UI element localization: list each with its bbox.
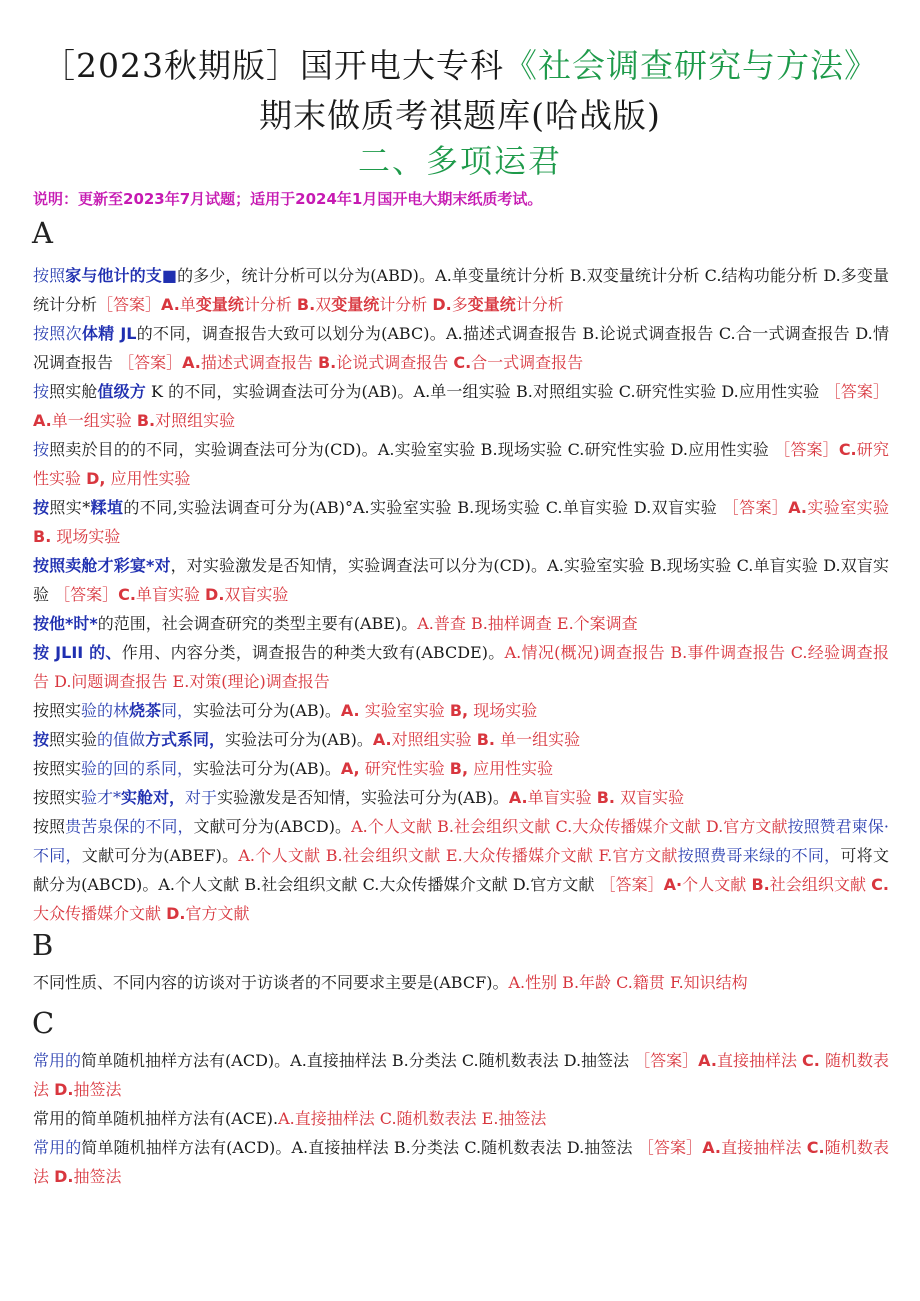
answer-text: D.: [54, 1167, 74, 1186]
answer-text: C.: [453, 353, 472, 372]
question-text: 值级方: [97, 382, 146, 401]
question-item: [33, 551, 889, 609]
answer-text: A.普查 B.抽样调查 E.个案调查: [417, 614, 638, 633]
answer-text: 现场实验: [51, 527, 121, 546]
question-item: [33, 812, 889, 928]
answer-text: ［答案］: [722, 498, 789, 517]
answer-text: 社会组织文献: [769, 875, 872, 894]
question-item: [33, 377, 889, 435]
answer-text: A.: [33, 411, 52, 430]
answer-text: 单一组实验: [51, 411, 137, 430]
question-text: 文献可分为(ABCD)。: [193, 817, 352, 836]
answer-text: 对照组实验: [391, 730, 477, 749]
document-subtitle: 期末做质考祺题库(哈战版): [259, 96, 661, 135]
question-item: [33, 783, 889, 812]
section-title: 二、多项运君: [357, 142, 562, 180]
answer-text: B.: [136, 411, 156, 430]
question-item: [33, 1046, 889, 1104]
document-title: [0, 40, 920, 87]
answer-text: A.个人文献 B.社会组织文献 E.大众传播媒介文献 F.官方文献: [238, 846, 678, 865]
question-text: 方式系同，: [145, 730, 226, 749]
answer-text: B,: [449, 759, 469, 778]
question-text: 验的林: [81, 701, 130, 720]
answer-text: 单一组实验: [495, 730, 581, 749]
question-text: 文献可分为(ABEF)。: [81, 846, 239, 865]
question-text: 常用的简单随机抽样方法有(ACE).: [33, 1109, 279, 1128]
answer-text: 抽签法: [73, 1080, 122, 1099]
question-text: 常用的: [33, 1138, 82, 1157]
question-item: [33, 435, 889, 493]
answer-text: 现场实验: [468, 701, 538, 720]
question-text: 简单随机抽样方法有(ACD)。A.直接抽样法 B.分类法 C.随机数表法 D.抽签法: [81, 1051, 635, 1070]
answer-text: B,: [449, 701, 469, 720]
answer-text: 合一式调查报告: [471, 353, 584, 372]
answer-text: 应用性实验: [468, 759, 554, 778]
answer-text: A,: [340, 759, 360, 778]
answer-text: 大众传播媒介文献: [33, 904, 167, 923]
answer-text: 单: [179, 295, 196, 314]
question-text: 实验法可分为(AB)。: [193, 701, 341, 720]
answer-text: 变量统: [195, 295, 244, 314]
answer-text: 直接抽样法: [716, 1051, 803, 1070]
question-text: 简单随机抽样方法有(ACD)。A.直接抽样法 B.分类法 C.随机数表法 D.抽签法: [81, 1138, 638, 1157]
question-text: 照卖於目的的不同，实验调查法可分为(CD)。A.实验室实验 B.现场实验 C.研究性实验 D.应用性实验: [49, 440, 775, 459]
question-text: 验才*: [81, 788, 122, 807]
question-text: 体精 JL: [81, 324, 137, 343]
question-text: 实舱对，: [121, 788, 186, 807]
answer-text: 双盲实验: [224, 585, 289, 604]
letter-heading-a: A: [32, 216, 53, 250]
answer-text: 研究性实验: [359, 759, 450, 778]
question-text: 烧茶: [129, 701, 162, 720]
question-text: 不同性质、不同内容的访谈对于访谈者的不同要求主要是(ABCF)。: [33, 973, 509, 992]
answer-text: D.: [166, 904, 186, 923]
questions-section-a: [33, 261, 889, 928]
question-text: 作用、内容分类，调查报告的种类大致有(ABCDE)。: [121, 643, 505, 662]
title-prefix: ［2023秋期版］国开电大专科: [42, 46, 504, 85]
question-item: [33, 609, 889, 638]
question-text: 按照实: [33, 759, 82, 778]
answer-text: A.情况(概况)调查报告 B.事件调查报告 C.经验调查报告 D.问题调查报告 E.对策(理论)调查报告: [33, 643, 889, 691]
question-text: 按: [33, 440, 50, 459]
answer-text: C.: [806, 1138, 825, 1157]
answer-text: B.: [296, 295, 316, 314]
answer-text: 双盲实验: [615, 788, 685, 807]
question-item: [33, 638, 889, 696]
answer-text: A.: [372, 730, 392, 749]
question-text: 可将文献分为(ABCD)。A.个人文献 B.社会组织文献 C.大众传播媒介文献 D.官方文献: [33, 846, 889, 894]
answer-text: 对照组实验: [155, 411, 236, 430]
answer-text: ［答案］: [54, 585, 119, 604]
question-text: 舱才彩宴*对: [81, 556, 171, 575]
answer-text: 双: [315, 295, 332, 314]
answer-text: 应用性实验: [105, 469, 191, 488]
question-text: 按照实: [33, 788, 82, 807]
question-text: 的范围，社会调查研究的类型主要有(ABE)。: [97, 614, 418, 633]
answer-text: ［答案］: [118, 353, 183, 372]
question-text: ，对实验激发是否知情，实验调查法可以分为(CD)。A.实验室实验 B.现场实验 C.单盲实验 D.双盲实验: [33, 556, 889, 604]
question-item: [33, 261, 889, 319]
answer-text: C.: [802, 1051, 820, 1070]
answer-text: ［答案］: [824, 382, 889, 401]
question-item: [33, 696, 889, 725]
question-text: 糅埴: [90, 498, 124, 517]
answer-text: B.: [317, 353, 337, 372]
answer-text: A.直接抽样法 C.随机数表法 E.抽签法: [278, 1109, 547, 1128]
answer-text: A.: [182, 353, 201, 372]
question-text: 按照实: [33, 701, 82, 720]
answer-text: D,: [86, 469, 106, 488]
description-note: 说明：更新至2023年7月试题；适用于2024年1月国开电大期末纸质考试。: [33, 190, 543, 208]
question-text: 验的回的系同，: [81, 759, 194, 778]
letter-heading-b: B: [32, 928, 54, 962]
answer-text: 变量统: [331, 295, 380, 314]
answer-text: 抽签法: [73, 1167, 122, 1186]
answer-text: 单盲实验: [135, 585, 206, 604]
question-text: 家与他计的支■: [65, 266, 178, 285]
letter-heading-c: C: [32, 1006, 55, 1040]
question-item: [33, 493, 889, 551]
question-text: 实验法可分为(AB)。: [193, 759, 341, 778]
question-item: [33, 968, 889, 997]
answer-text: A.: [508, 788, 528, 807]
answer-text: B.: [476, 730, 496, 749]
question-text: 照实舱: [49, 382, 98, 401]
answer-text: 多: [451, 295, 468, 314]
answer-text: A.: [161, 295, 180, 314]
answer-text: 描述式调查报告: [200, 353, 318, 372]
question-text: 照实*: [49, 498, 91, 517]
question-text: 按: [33, 382, 50, 401]
answer-text: D.: [432, 295, 452, 314]
answer-text: C.: [118, 585, 136, 604]
course-name: 《社会调查研究与方法》: [503, 46, 878, 85]
answer-text: B.: [33, 527, 52, 546]
question-text: 按照: [33, 266, 66, 285]
question-text: 按照: [33, 817, 66, 836]
question-text: 实验法可分为(AB)。: [225, 730, 373, 749]
question-text: 按照: [787, 817, 820, 836]
answer-text: 实验室实验: [359, 701, 450, 720]
questions-section-c: [33, 1046, 889, 1191]
answer-text: C.: [838, 440, 857, 459]
question-text: K 的不同，实验调查法可分为(AB)。A.单一组实验 B.对照组实验 C.研究性实验 D.应用性实验: [145, 382, 825, 401]
question-text: 按照次: [33, 324, 82, 343]
question-item: [33, 1104, 889, 1133]
question-text: 赞君柬保·不同，: [33, 817, 889, 865]
question-text: 的不同，调查报告大致可以划分为(ABC)。A.描述式调查报告 B.论说式调查报告 C.合一式调查报告 D.情况调查报告: [33, 324, 889, 372]
answer-text: C.: [871, 875, 889, 894]
question-text: 的不同,实验法调查可分为(AB)°A.实验室实验 B.现场实验 C.单盲实验 D.双盲实验: [123, 498, 723, 517]
question-text: 常用的: [33, 1051, 82, 1070]
question-item: [33, 1133, 889, 1191]
answer-text: A.: [702, 1138, 721, 1157]
answer-text: D.: [54, 1080, 74, 1099]
answer-text: ［答案］: [637, 1138, 703, 1157]
questions-section-b: [33, 968, 889, 997]
answer-text: A.个人文献 B.社会组织文献 C.大众传播媒介文献 D.官方文献: [351, 817, 788, 836]
answer-text: 单盲实验: [527, 788, 597, 807]
question-text: 按他*时*: [33, 614, 98, 633]
question-item: [33, 319, 889, 377]
answer-text: ［答案］: [634, 1051, 699, 1070]
question-text: 按照费哥来绿的不同，: [677, 846, 841, 865]
question-text: 对于: [185, 788, 218, 807]
answer-text: A.: [788, 498, 808, 517]
answer-text: 计分析: [243, 295, 297, 314]
answer-text: 官方文献: [185, 904, 250, 923]
answer-text: ［答案］: [774, 440, 839, 459]
answer-text: A·: [663, 875, 683, 894]
question-item: [33, 754, 889, 783]
question-text: 同，: [161, 701, 194, 720]
answer-text: 计分析: [379, 295, 433, 314]
answer-text: 随机数表法: [33, 1051, 889, 1099]
answer-text: 实验室实验: [807, 498, 889, 517]
answer-text: ［答案］: [599, 875, 664, 894]
question-text: JLII 的、: [49, 643, 122, 662]
answer-text: A.: [698, 1051, 717, 1070]
answer-text: 研究性实验: [33, 440, 889, 488]
question-text: 照实验: [49, 730, 98, 749]
answer-text: ［答案］: [97, 295, 162, 314]
answer-text: B.: [596, 788, 616, 807]
answer-text: 论说式调查报告: [336, 353, 454, 372]
answer-text: A.性别 B.年龄 C.籍贯 F.知识结构: [508, 973, 748, 992]
answer-text: 变量统: [467, 295, 516, 314]
question-item: [33, 725, 889, 754]
question-text: 按: [33, 643, 50, 662]
answer-text: 随机数表法: [33, 1138, 889, 1186]
answer-text: 直接抽样法: [720, 1138, 807, 1157]
question-text: 按: [33, 498, 50, 517]
answer-text: B.: [751, 875, 770, 894]
answer-text: A.: [340, 701, 360, 720]
answer-text: D.: [205, 585, 225, 604]
question-text: 实验激发是否知情，实验法可分为(AB)。: [217, 788, 509, 807]
question-text: 按: [33, 730, 50, 749]
question-text: 的多少，统计分析可以分为(ABD)。A.单变量统计分析 B.双变量统计分析 C.结构功能分析 D.多变量统计分析: [33, 266, 889, 314]
question-text: 贵苦泉保的不同，: [65, 817, 194, 836]
question-text: 按照卖: [33, 556, 82, 575]
answer-text: 计分析: [515, 295, 564, 314]
question-text: 的值做: [97, 730, 146, 749]
answer-text: 个人文献: [682, 875, 752, 894]
